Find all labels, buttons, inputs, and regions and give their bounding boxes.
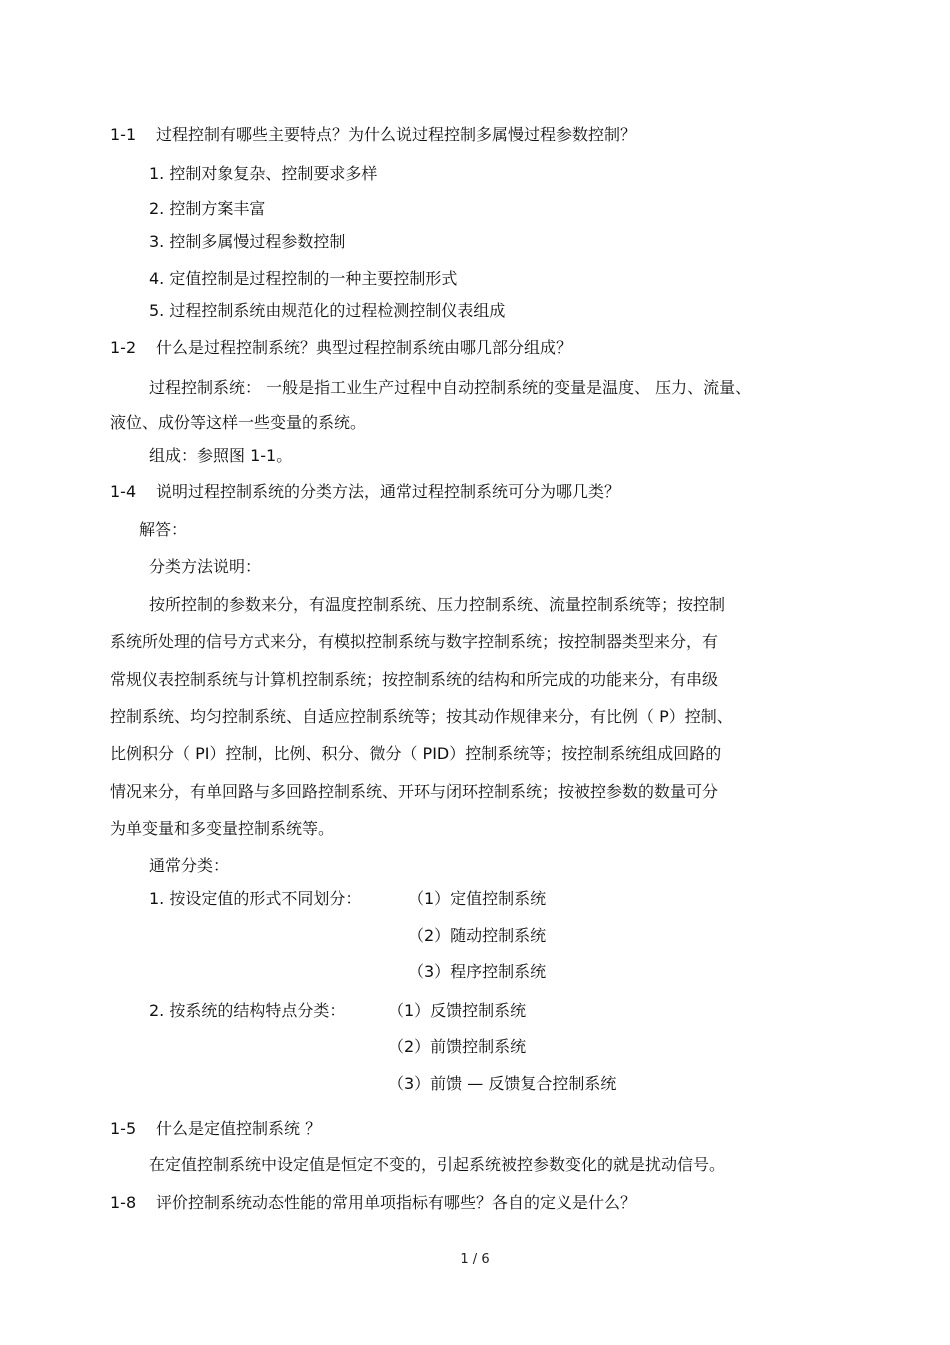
- classification-2-item: （2）前馈控制系统: [388, 1037, 527, 1056]
- paragraph-line: 情况来分，有单回路与多回路控制系统、开环与闭环控制系统；按被控参数的数量可分: [110, 782, 719, 801]
- question-number: 1-8: [110, 1193, 137, 1212]
- answer-line: 2. 控制方案丰富: [149, 199, 266, 218]
- classification-1-item: （3）程序控制系统: [408, 962, 547, 981]
- question-text: 评价控制系统动态性能的常用单项指标有哪些？各自的定义是什么？: [156, 1193, 637, 1212]
- question-1-1: [110, 125, 636, 145]
- question-1-4: [110, 482, 620, 502]
- answer-line: 1. 控制对象复杂、控制要求多样: [149, 164, 378, 183]
- question-1-8: [110, 1193, 636, 1213]
- answer-line: 液位、成份等这样一些变量的系统。: [110, 413, 367, 432]
- paragraph-line: 常规仪表控制系统与计算机控制系统；按控制系统的结构和所完成的功能来分，有串级: [110, 670, 719, 689]
- answer-heading: 分类方法说明：: [149, 557, 262, 576]
- question-text: 说明过程控制系统的分类方法，通常过程控制系统可分为哪几类？: [156, 482, 621, 501]
- question-text: 过程控制有哪些主要特点？为什么说过程控制多属慢过程参数控制？: [156, 125, 637, 144]
- question-1-5: [110, 1119, 321, 1139]
- paragraph-line: 控制系统、均匀控制系统、自适应控制系统等；按其动作规律来分，有比例（ P）控制、: [110, 707, 733, 726]
- page-number: 1 / 6: [460, 1252, 490, 1267]
- question-number: 1-1: [110, 125, 137, 144]
- answer-line: 过程控制系统： 一般是指工业生产过程中自动控制系统的变量是温度、 压力、流量、: [149, 378, 752, 397]
- paragraph-line: 比例积分（ PI）控制，比例、积分、微分（ PID）控制系统等；按控制系统组成回路的: [110, 744, 722, 763]
- classification-1-item: （2）随动控制系统: [408, 926, 547, 945]
- answer-line: 在定值控制系统中设定值是恒定不变的，引起系统被控参数变化的就是扰动信号。: [149, 1155, 726, 1174]
- question-text: 什么是过程控制系统？典型过程控制系统由哪几部分组成？: [156, 338, 573, 357]
- answer-line: 组成：参照图 1-1。: [149, 446, 293, 465]
- question-number: 1-5: [110, 1119, 137, 1138]
- classification-1-label: 1. 按设定值的形式不同划分：: [149, 889, 362, 908]
- question-text: 什么是定值控制系统 ？: [156, 1119, 322, 1138]
- answer-line: 4. 定值控制是过程控制的一种主要控制形式: [149, 269, 458, 288]
- classification-heading: 通常分类：: [149, 856, 230, 875]
- classification-2-label: 2. 按系统的结构特点分类：: [149, 1001, 346, 1020]
- classification-2-item: （1）反馈控制系统: [388, 1001, 527, 1020]
- paragraph-line: 为单变量和多变量控制系统等。: [110, 819, 335, 838]
- question-number: 1-2: [110, 338, 137, 357]
- question-1-2: [110, 338, 572, 358]
- paragraph-line: 系统所处理的信号方式来分，有模拟控制系统与数字控制系统；按控制器类型来分，有: [110, 632, 719, 651]
- paragraph-line: 按所控制的参数来分，有温度控制系统、压力控制系统、流量控制系统等；按控制: [149, 595, 726, 614]
- answer-line: 5. 过程控制系统由规范化的过程检测控制仪表组成: [149, 301, 506, 320]
- classification-1-item: （1）定值控制系统: [408, 889, 547, 908]
- answer-heading: 解答：: [139, 520, 188, 539]
- classification-2-item: （3）前馈 — 反馈复合控制系统: [388, 1074, 617, 1093]
- answer-line: 3. 控制多属慢过程参数控制: [149, 232, 346, 251]
- question-number: 1-4: [110, 482, 137, 501]
